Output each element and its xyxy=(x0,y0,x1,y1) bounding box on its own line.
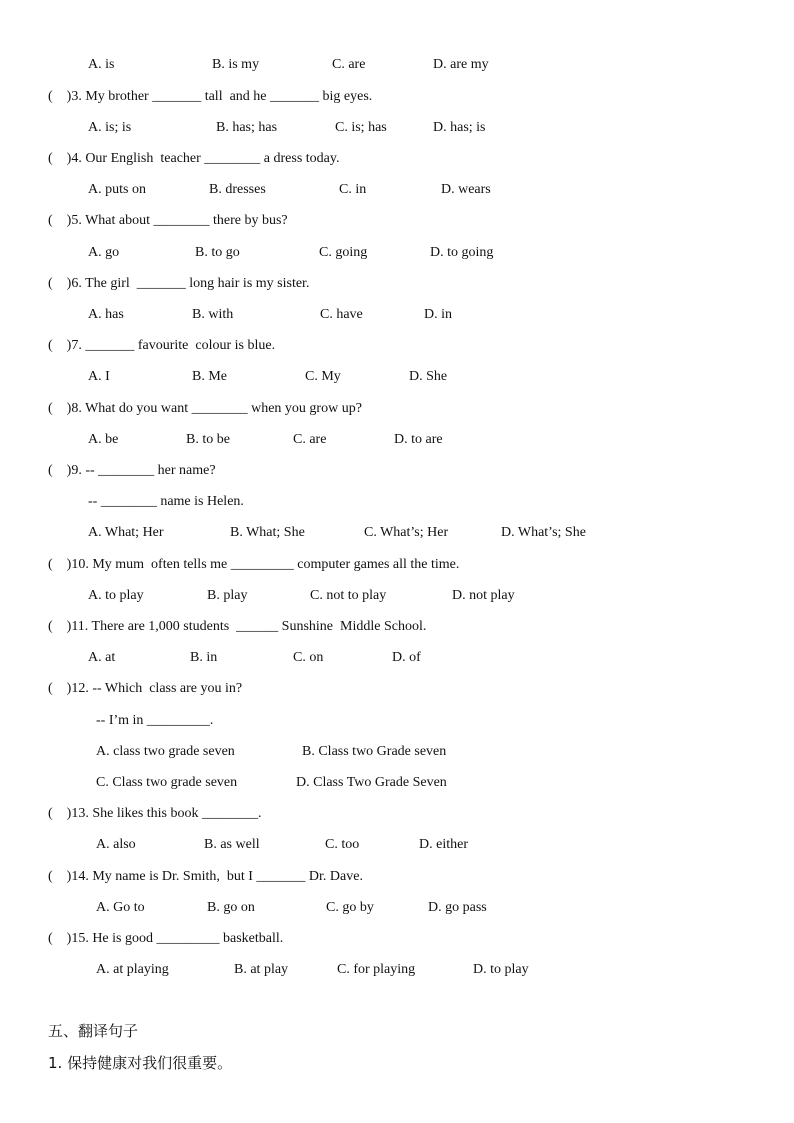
translation-item: 1. 保持健康对我们很重要。 xyxy=(48,1054,233,1072)
option-a: A. is xyxy=(88,57,115,72)
question-stem: ( )6. The girl _______ long hair is my sister. xyxy=(48,276,310,291)
option-d: D. go pass xyxy=(428,900,487,915)
option-d: D. has; is xyxy=(433,120,486,135)
question-stem: ( )12. -- Which class are you in? xyxy=(48,681,243,696)
option-c: C. on xyxy=(293,650,324,665)
option-c: C. not to play xyxy=(310,588,387,603)
option-d: D. wears xyxy=(441,182,491,197)
question-stem: ( )10. My mum often tells me _________ computer games all the time. xyxy=(48,557,460,572)
option-d: D. to going xyxy=(430,245,494,260)
option-b: B. has; has xyxy=(216,120,278,135)
option-a: A. be xyxy=(88,432,119,447)
option-d: D. What’s; She xyxy=(501,525,586,540)
option-d: D. She xyxy=(409,369,448,384)
option-b: B. dresses xyxy=(209,182,266,197)
option-a: A. go xyxy=(88,245,120,260)
option-c: C. too xyxy=(325,837,360,852)
option-a: A. Go to xyxy=(96,900,145,915)
question-line2: -- ________ name is Helen. xyxy=(88,494,244,509)
option-b: B. as well xyxy=(204,837,260,852)
option-c: C. is; has xyxy=(335,120,387,135)
option-d: D. are my xyxy=(433,57,489,72)
question-stem: ( )8. What do you want ________ when you grow up? xyxy=(48,401,362,416)
option-b: B. to be xyxy=(186,432,230,447)
option-c: C. What’s; Her xyxy=(364,525,449,540)
question-line2: -- I’m in _________. xyxy=(96,713,214,728)
question-stem: ( )15. He is good _________ basketball. xyxy=(48,931,284,946)
option-d: D. Class Two Grade Seven xyxy=(296,775,447,790)
option-c: C. are xyxy=(332,57,366,72)
option-b: B. to go xyxy=(195,245,240,260)
option-a: A. has xyxy=(88,307,124,322)
question-stem: ( )9. -- ________ her name? xyxy=(48,463,216,478)
question-stem: ( )4. Our English teacher ________ a dress today. xyxy=(48,151,340,166)
option-c: C. for playing xyxy=(337,962,416,977)
option-b: B. is my xyxy=(212,57,260,72)
option-c: C. are xyxy=(293,432,327,447)
option-c: C. have xyxy=(320,307,363,322)
question-stem: ( )3. My brother _______ tall and he _______ big eyes. xyxy=(48,89,373,104)
option-c: C. going xyxy=(319,245,368,260)
option-d: D. of xyxy=(392,650,421,665)
option-a: A. class two grade seven xyxy=(96,744,235,759)
option-a: A. also xyxy=(96,837,136,852)
option-a: A. at xyxy=(88,650,116,665)
question-stem: ( )13. She likes this book ________. xyxy=(48,806,262,821)
option-d: D. to are xyxy=(394,432,443,447)
option-b: B. go on xyxy=(207,900,255,915)
option-d: D. not play xyxy=(452,588,515,603)
option-b: B. in xyxy=(190,650,218,665)
option-d: D. to play xyxy=(473,962,529,977)
question-stem: ( )11. There are 1,000 students ______ Sunshine Middle School. xyxy=(48,619,427,634)
option-a: A. is; is xyxy=(88,120,132,135)
question-stem: ( )5. What about ________ there by bus? xyxy=(48,213,288,228)
option-b: B. Me xyxy=(192,369,227,384)
question-stem: ( )7. _______ favourite colour is blue. xyxy=(48,338,276,353)
option-a: A. at playing xyxy=(96,962,169,977)
option-b: B. at play xyxy=(234,962,289,977)
option-a: A. to play xyxy=(88,588,144,603)
question-stem: ( )14. My name is Dr. Smith, but I _______ Dr. Dave. xyxy=(48,869,363,884)
option-b: B. Class two Grade seven xyxy=(302,744,447,759)
option-b: B. play xyxy=(207,588,248,603)
option-c: C. Class two grade seven xyxy=(96,775,238,790)
option-c: C. in xyxy=(339,182,367,197)
option-a: A. I xyxy=(88,369,110,384)
option-a: A. puts on xyxy=(88,182,146,197)
option-a: A. What; Her xyxy=(88,525,164,540)
section-heading: 五、翻译句子 xyxy=(48,1022,139,1040)
option-d: D. either xyxy=(419,837,468,852)
option-c: C. go by xyxy=(326,900,374,915)
option-b: B. What; She xyxy=(230,525,305,540)
option-b: B. with xyxy=(192,307,234,322)
option-c: C. My xyxy=(305,369,341,384)
option-d: D. in xyxy=(424,307,452,322)
